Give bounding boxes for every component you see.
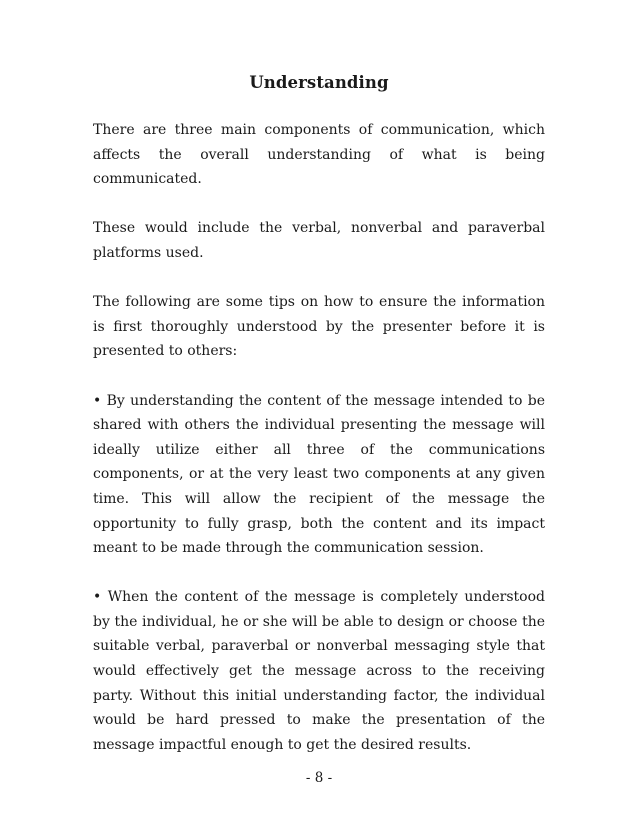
bullet-item-1: • By understanding the content of the message intended to be shared with others the individual presenting the message will ideally utilize either all three of the communications components, or at the very least two components at any given time. This will allow the recipient of the message the opportunity to fully grasp, both the content and its impact meant to be made through the communication session. bbox=[93, 392, 545, 557]
page-title: Understanding bbox=[249, 73, 389, 92]
bullet-item-2: • When the content of the message is completely understood by the individual, he or she will be able to design or choose the suitable verbal, paraverbal or nonverbal messaging style that would effectively get the message across to the receiving party. Without this initial understanding factor, the individual would be hard pressed to make the presentation of the message impactful enough to get the desired results. bbox=[93, 589, 545, 753]
paragraph-tips-intro: The following are some tips on how to ensure the information is first thoroughly understood by the presenter before it is presented to others: bbox=[93, 294, 545, 360]
paragraph-intro: There are three main components of communication, which affects the overall understanding of what is being communicated. bbox=[93, 122, 545, 188]
page-number: - 8 - bbox=[305, 770, 333, 786]
paragraph-components: These would include the verbal, nonverbal and paraverbal platforms used. bbox=[93, 220, 545, 261]
body-content bbox=[93, 118, 545, 757]
